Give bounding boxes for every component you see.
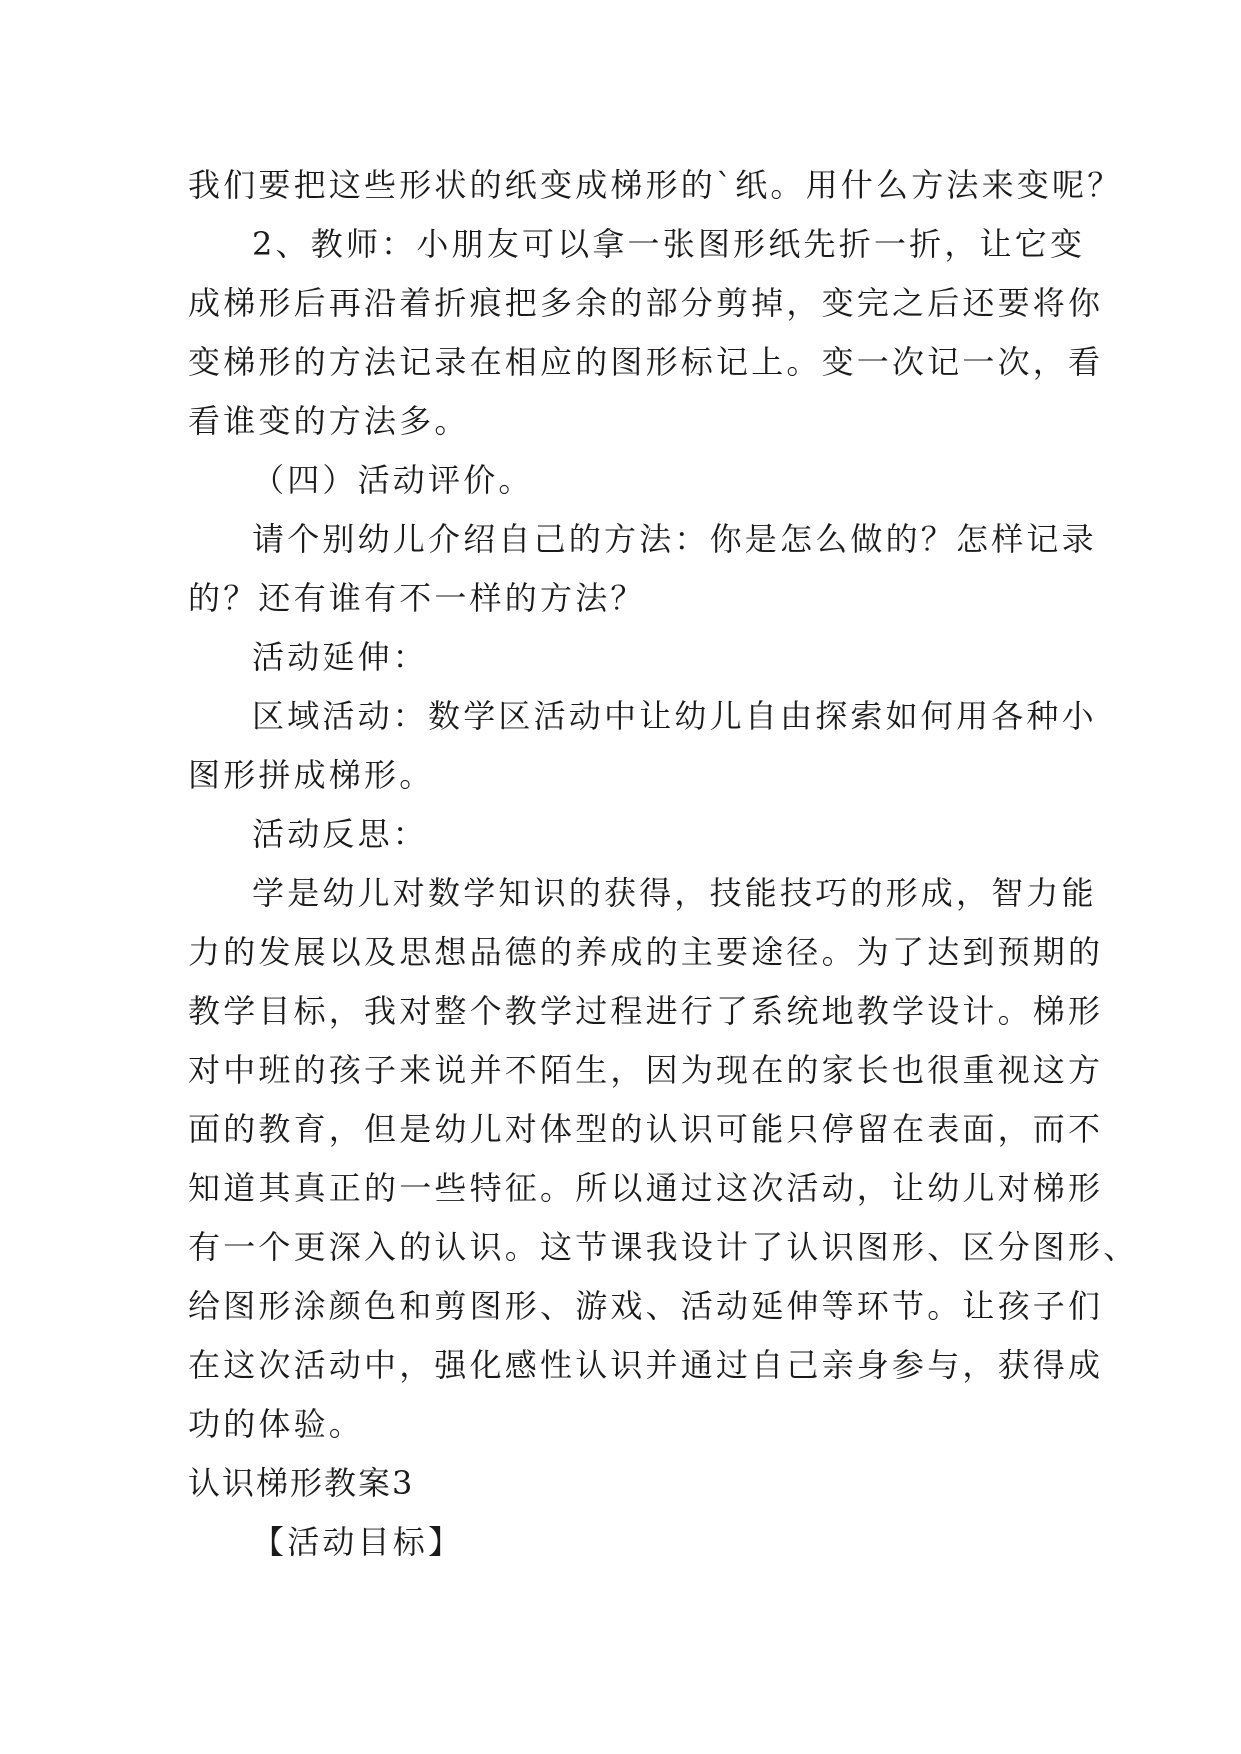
text-line: 我们要把这些形状的纸变成梯形的`纸。用什么方法来变呢？	[188, 166, 1123, 204]
text-line: 的？还有谁有不一样的方法？	[188, 579, 646, 617]
text-line: 给图形涂颜色和剪图形、游戏、活动延伸等环节。让孩子们	[188, 1287, 1104, 1325]
section-heading: （四）活动评价。	[252, 461, 534, 499]
section-heading: 活动反思：	[252, 815, 429, 853]
text-line: 面的教育，但是幼儿对体型的认识可能只停留在表面，而不	[188, 1110, 1104, 1148]
document-title: 认识梯形教案3	[188, 1464, 415, 1502]
text-line: 看谁变的方法多。	[188, 402, 470, 440]
text-line: 学是幼儿对数学知识的获得，技能技巧的形成，智力能	[252, 874, 1097, 912]
text-line: 在这次活动中，强化感性认识并通过自己亲身参与，获得成	[188, 1346, 1104, 1384]
text-line: 有一个更深入的认识。这节课我设计了认识图形、区分图形、	[188, 1228, 1139, 1266]
text-line: 教学目标，我对整个教学过程进行了系统地教学设计。梯形	[188, 992, 1104, 1030]
text-line: 功的体验。	[188, 1405, 365, 1443]
text-line: 知道其真正的一些特征。所以通过这次活动，让幼儿对梯形	[188, 1169, 1104, 1207]
text-line: 2、教师：小朋友可以拿一张图形纸先折一折，让它变	[252, 225, 1086, 263]
section-heading: 【活动目标】	[252, 1523, 464, 1561]
text-line: 成梯形后再沿着折痕把多余的部分剪掉，变完之后还要将你	[188, 284, 1104, 322]
text-line: 图形拼成梯形。	[188, 756, 435, 794]
text-line: 对中班的孩子来说并不陌生，因为现在的家长也很重视这方	[188, 1051, 1104, 1089]
text-line: 区域活动：数学区活动中让幼儿自由探索如何用各种小	[252, 697, 1097, 735]
text-line: 力的发展以及思想品德的养成的主要途径。为了达到预期的	[188, 933, 1104, 971]
text-line: 变梯形的方法记录在相应的图形标记上。变一次记一次，看	[188, 343, 1104, 381]
section-heading: 活动延伸：	[252, 638, 429, 676]
text-line: 请个别幼儿介绍自己的方法：你是怎么做的？怎样记录	[252, 520, 1097, 558]
